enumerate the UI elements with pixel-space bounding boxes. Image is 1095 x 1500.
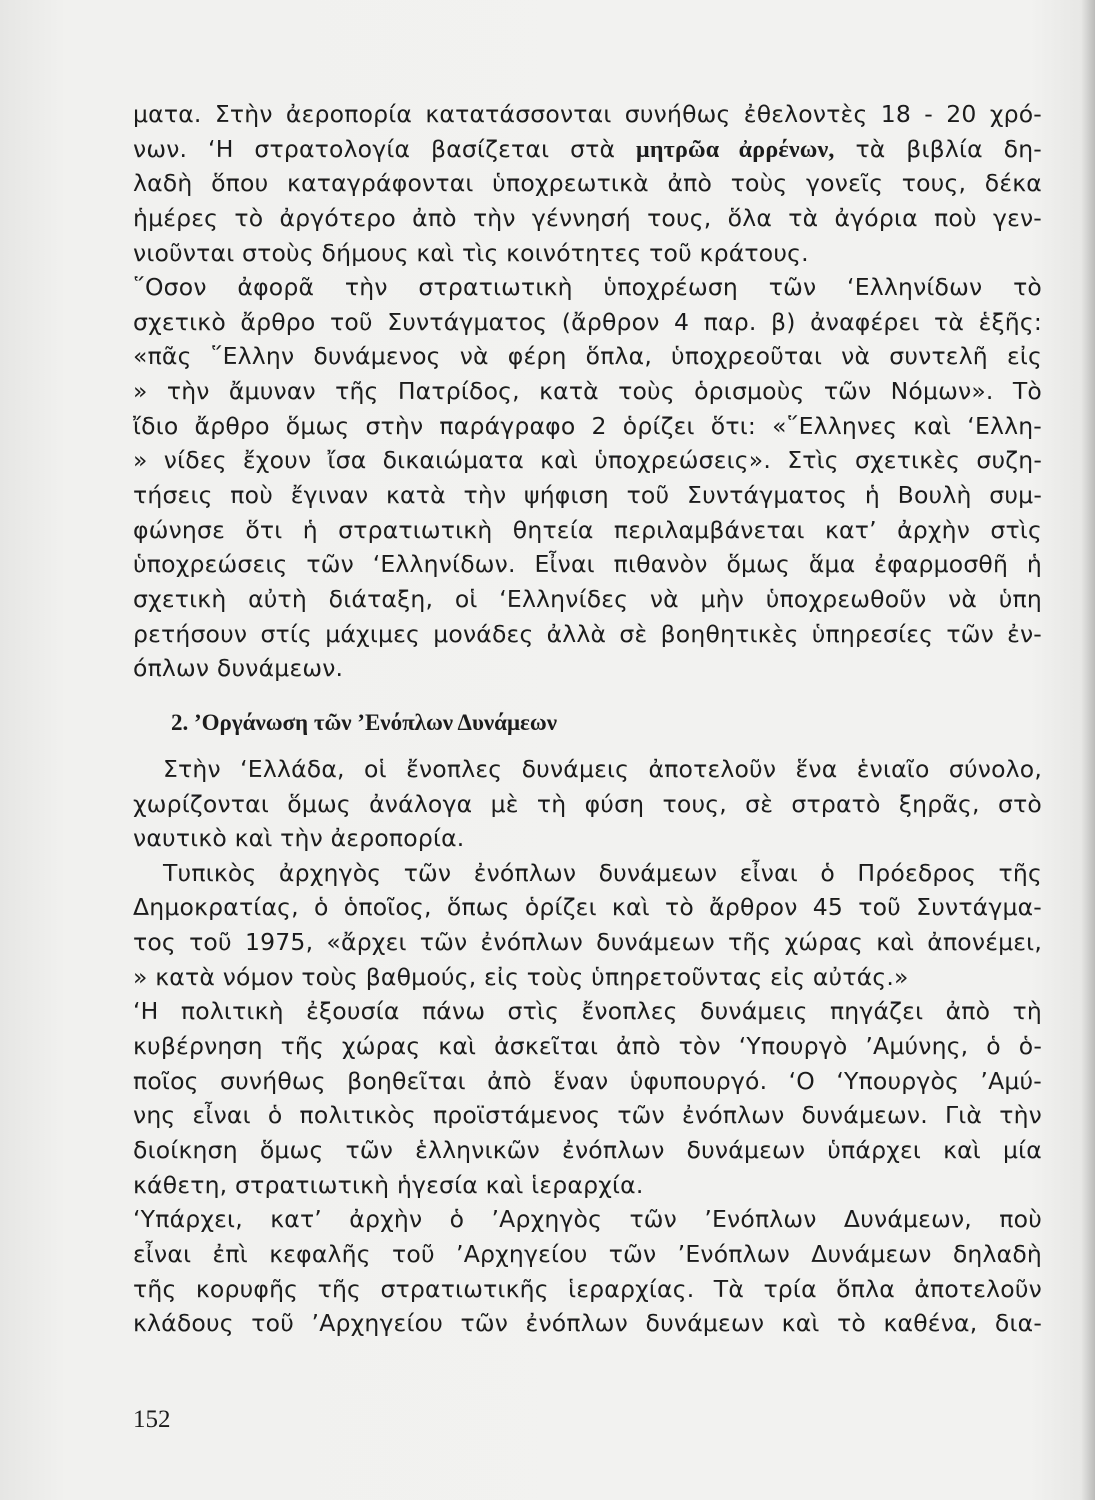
text-line: Δημοκρατίας, ὁ ὁποῖος, ὅπως ὁρίζει καὶ τὸ ἄρθρον 45 τοῦ Συντάγμα-: [133, 893, 1042, 922]
text-line: κάθετη, στρατιωτικὴ ἡγεσία καὶ ἱεραρχία.: [133, 1170, 644, 1199]
text-line: χωρίζονται ὅμως ἀνάλογα μὲ τὴ φύση τους, σὲ στρατὸ ξηρᾶς, στὸ: [133, 789, 1042, 818]
text-line: » νίδες ἔχουν ἴσα δικαιώματα καὶ ὑποχρεώσεις». Στὶς σχετικὲς συζη-: [133, 446, 1042, 475]
text-line: διοίκηση ὅμως τῶν ἑλληνικῶν ἐνόπλων δυνάμεων ὑπάρχει καὶ μία: [133, 1135, 1042, 1164]
text-line: ἴδιο ἄρθρο ὅμως στὴν παράγραφο 2 ὁρίζει ὅτι: «῞Ελληνες καὶ ‘Ελλη-: [133, 411, 1042, 440]
text-line: νιοῦνται στοὺς δήμους καὶ τὶς κοινότητες τοῦ κράτους.: [133, 238, 809, 267]
text-line: ναυτικὸ καὶ τὴν ἀεροπορία.: [133, 824, 465, 853]
text-line: σχετικὸ ἄρθρο τοῦ Συντάγματος (ἄρθρον 4 παρ. β) ἀναφέρει τὰ ἑξῆς:: [133, 307, 1042, 336]
text-line: φώνησε ὅτι ἡ στρατιωτικὴ θητεία περιλαμβάνεται κατ’ ἀρχὴν στὶς: [133, 515, 1042, 544]
page-edge-shadow: [1081, 0, 1095, 1500]
text-line: ‘Υπάρχει, κατ’ ἀρχὴν ὁ ’Αρχηγὸς τῶν ’Ενόπλων Δυνάμεων, ποὺ: [133, 1205, 1042, 1234]
text-line: νης εἶναι ὁ πολιτικὸς προϊστάμενος τῶν ἐνόπλων δυνάμεων. Γιὰ τὴν: [133, 1101, 1042, 1130]
text-line: τήσεις ποὺ ἔγιναν κατὰ τὴν ψήφιση τοῦ Συντάγματος ἡ Βουλὴ συμ-: [133, 481, 1042, 510]
text-line: κυβέρνηση τῆς χώρας καὶ ἀσκεῖται ἀπὸ τὸν ‘Υπουργὸ ’Αμύνης, ὁ ὁ-: [133, 1032, 1042, 1061]
text-line: ‘Η πολιτικὴ ἐξουσία πάνω στὶς ἔνοπλες δυνάμεις πηγάζει ἀπὸ τὴ: [133, 997, 1042, 1026]
text-line: ρετήσουν στίς μάχιμες μονάδες ἀλλὰ σὲ βοηθητικὲς ὑπηρεσίες τῶν ἐν-: [133, 619, 1042, 648]
text-line: ἡμέρες τὸ ἀργότερο ἀπὸ τὴν γέννησή τους, ὅλα τὰ ἀγόρια ποὺ γεν-: [133, 203, 1042, 232]
text-line: ματα. Στὴν ἀεροπορία κατατάσσονται συνήθως ἐθελοντὲς 18 - 20 χρό-: [133, 100, 1042, 128]
text-line: » τὴν ἄμυναν τῆς Πατρίδος, κατὰ τοὺς ὁρισμοὺς τῶν Νόμων». Τὸ: [133, 377, 1042, 406]
text-line: ποῖος συνήθως βοηθεῖται ἀπὸ ἕναν ὑφυπουργό. ‘Ο ‘Υπουργὸς ’Αμύ-: [133, 1066, 1042, 1095]
text-line: κλάδους τοῦ ’Αρχηγείου τῶν ἐνόπλων δυνάμεων καὶ τὸ καθένα, δια-: [133, 1309, 1042, 1338]
text-line: σχετικὴ αὐτὴ διάταξη, οἱ ‘Ελληνίδες νὰ μὴν ὑποχρεωθοῦν νὰ ὑπη: [133, 584, 1042, 613]
text-line: νων. ‘Η στρατολογία βασίζεται στὰ μητρῶα ἀρρένων, τὰ βιβλία δη-: [133, 134, 1042, 163]
page-number: 152: [133, 1406, 171, 1433]
text-line: » κατὰ νόμον τοὺς βαθμούς, εἰς τοὺς ὑπηρετοῦντας εἰς αὐτάς.»: [133, 962, 909, 991]
body-text: [133, 97, 1042, 1341]
text-line: Στὴν ‘Ελλάδα, οἱ ἔνοπλες δυνάμεις ἀποτελοῦν ἕνα ἑνιαῖο σύνολο,: [163, 754, 1042, 783]
text-line: Τυπικὸς ἀρχηγὸς τῶν ἐνόπλων δυνάμεων εἶναι ὁ Πρόεδρος τῆς: [163, 858, 1042, 887]
emphasis-term: μητρῶα ἀρρένων,: [636, 136, 835, 163]
text-line: λαδὴ ὅπου καταγράφονται ὑποχρεωτικὰ ἀπὸ τοὺς γονεῖς τους, δέκα: [133, 169, 1042, 198]
text-line: εἶναι ἐπὶ κεφαλῆς τοῦ ’Αρχηγείου τῶν ’Ενόπλων Δυνάμεων δηλαδὴ: [133, 1239, 1042, 1268]
section-heading: 2. ’Οργάνωση τῶν ’Ενόπλων Δυνάμεων: [171, 709, 557, 735]
text-line: όπλων δυνάμεων.: [133, 654, 344, 683]
text-line: τος τοῦ 1975, «ἄρχει τῶν ἐνόπλων δυνάμεων τῆς χώρας καὶ ἀπονέμει,: [133, 928, 1042, 957]
text-line: ῞Οσον ἀφορᾶ τὴν στρατιωτικὴ ὑποχρέωση τῶν ‘Ελληνίδων τὸ: [133, 273, 1042, 302]
text-line: «πᾶς ῞Ελλην δυνάμενος νὰ φέρη ὅπλα, ὑποχρεοῦται νὰ συντελῆ εἰς: [133, 342, 1042, 371]
text-line: τῆς κορυφῆς τῆς στρατιωτικῆς ἱεραρχίας. Τὰ τρία ὅπλα ἀποτελοῦν: [133, 1274, 1042, 1303]
text-line: ὑποχρεώσεις τῶν ‘Ελληνίδων. Εἶναι πιθανὸν ὅμως ἅμα ἐφαρμοσθῆ ἡ: [133, 550, 1042, 579]
